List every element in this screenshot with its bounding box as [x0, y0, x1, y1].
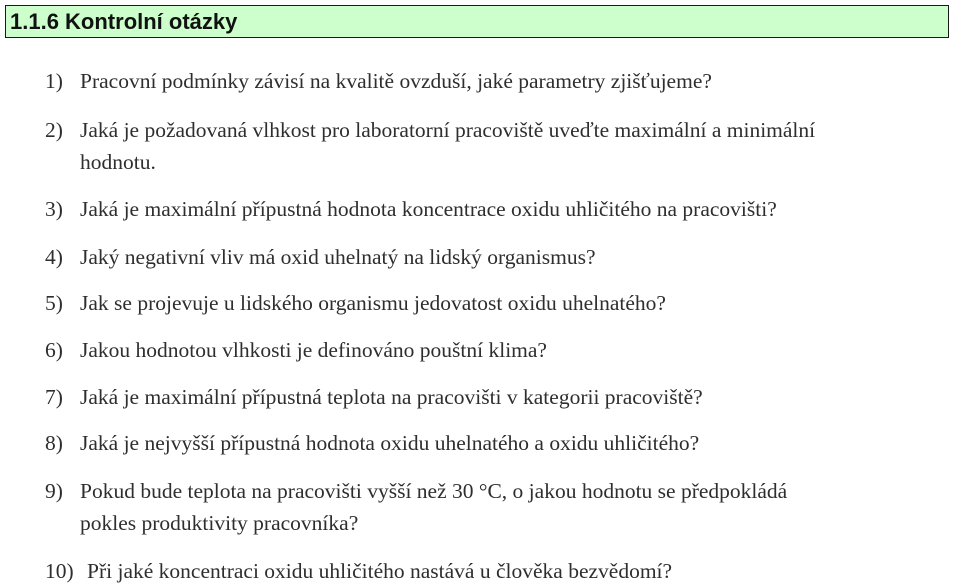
question-number: 8)	[45, 431, 63, 455]
question-number: 9)	[45, 479, 63, 503]
question-number: 1)	[45, 69, 63, 93]
question-10	[45, 554, 950, 588]
question-number: 6)	[45, 338, 63, 362]
question-text: Jaká je požadovaná vlhkost pro laboratorní pracoviště uveďte maximální a minimální	[80, 118, 816, 142]
question-number: 5)	[45, 291, 63, 315]
question-7	[45, 380, 950, 414]
question-9	[45, 474, 950, 508]
question-text: Jaká je nejvyšší přípustná hodnota oxidu uhelnatého a oxidu uhličitého?	[80, 431, 700, 455]
question-text: Pokud bude teplota na pracovišti vyšší než 30 °C, o jakou hodnotu se předpokládá	[80, 479, 788, 503]
question-text: Jaký negativní vliv má oxid uhelnatý na lidský organismus?	[80, 245, 596, 269]
question-3	[45, 192, 950, 226]
question-1	[45, 64, 950, 98]
question-number: 2)	[45, 118, 63, 142]
question-2	[45, 113, 950, 147]
question-number: 4)	[45, 245, 63, 269]
question-text: Jaká je maximální přípustná hodnota koncentrace oxidu uhličitého na pracovišti?	[80, 197, 777, 221]
question-5	[45, 286, 950, 320]
question-number: 3)	[45, 197, 63, 221]
question-text: Pracovní podmínky závisí na kvalitě ovzduší, jaké parametry zjišťujeme?	[80, 69, 712, 93]
question-4	[45, 240, 950, 274]
question-2-continuation: hodnotu.	[80, 150, 156, 174]
question-number: 10)	[45, 559, 74, 583]
question-number: 7)	[45, 385, 63, 409]
question-text: Jaká je maximální přípustná teplota na pracovišti v kategorii pracoviště?	[80, 385, 703, 409]
question-9-continuation: pokles produktivity pracovníka?	[80, 511, 359, 535]
question-text: Jakou hodnotou vlhkosti je definováno pouštní klima?	[80, 338, 547, 362]
question-text: Při jaké koncentraci oxidu uhličitého nastává u člověka bezvědomí?	[87, 559, 673, 583]
section-heading: 1.1.6 Kontrolní otázky	[5, 5, 949, 38]
question-6	[45, 333, 950, 367]
question-text: Jak se projevuje u lidského organismu jedovatost oxidu uhelnatého?	[80, 291, 666, 315]
question-8	[45, 426, 950, 460]
